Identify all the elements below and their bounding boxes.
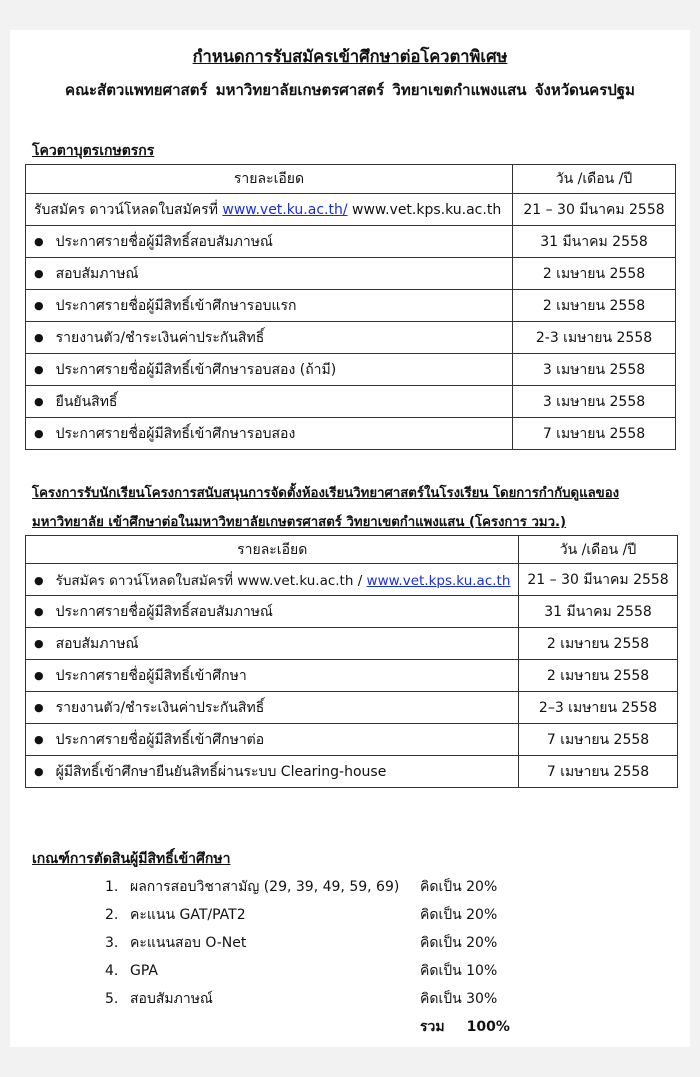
detail-cell: ● ยืนยันสิทธิ์	[26, 386, 513, 418]
table-row	[26, 194, 676, 226]
detail-cell	[26, 194, 513, 226]
total-row	[105, 1013, 510, 1041]
detail-cell: ● ประกาศรายชื่อผู้มีสิทธิ์เข้าศึกษา	[26, 660, 519, 692]
item-label: GPA	[130, 963, 158, 979]
list-item	[105, 985, 510, 1013]
item-number: 3.	[105, 935, 119, 951]
row-text: รับสมัคร ดาวน์โหลดใบสมัครที่ www.vet.ku.ac.th /	[55, 572, 367, 589]
item-weight: คิดเป็น 20%	[420, 935, 498, 951]
date-cell: 21 – 30 มีนาคม 2558	[513, 194, 676, 226]
total-cell	[420, 1013, 510, 1041]
col-detail-header: รายละเอียด	[26, 536, 519, 564]
item-label: คะแนนสอบ O-Net	[130, 935, 247, 951]
table-row	[26, 258, 676, 290]
table-row	[26, 564, 678, 596]
item-number: 4.	[105, 963, 119, 979]
item-weight: คิดเป็น 20%	[420, 907, 498, 923]
schedule-table-2	[25, 535, 678, 788]
item-number: 2.	[105, 907, 119, 923]
col-date-header: วัน /เดือน /ปี	[513, 165, 676, 194]
item-number: 5.	[105, 991, 119, 1007]
table-row	[26, 354, 676, 386]
date-cell: 2 เมษายน 2558	[513, 258, 676, 290]
item-number: 1.	[105, 879, 119, 895]
date-cell: 7 เมษายน 2558	[519, 724, 677, 756]
table-row	[26, 660, 678, 692]
detail-cell: ● สอบสัมภาษณ์	[26, 628, 519, 660]
item-label: คะแนน GAT/PAT2	[130, 907, 246, 923]
table-row	[26, 290, 676, 322]
table-row	[26, 596, 678, 628]
list-item	[105, 901, 510, 929]
total-spacer	[105, 1013, 130, 1041]
page-title: กำหนดการรับสมัครเข้าศึกษาต่อโควตาพิเศษ	[192, 47, 508, 66]
detail-cell	[26, 564, 519, 596]
date-cell: 2 เมษายน 2558	[519, 660, 677, 692]
table-row	[26, 756, 678, 788]
date-cell: 2 เมษายน 2558	[513, 290, 676, 322]
detail-cell: ● ประกาศรายชื่อผู้มีสิทธิ์เข้าศึกษารอบแรก	[26, 290, 513, 322]
date-cell: 2-3 เมษายน 2558	[513, 322, 676, 354]
date-cell: 7 เมษายน 2558	[519, 756, 677, 788]
table-row	[26, 386, 676, 418]
item-label: ผลการสอบวิชาสามัญ (29, 39, 49, 59, 69)	[130, 879, 400, 895]
list-item	[105, 929, 510, 957]
table-row	[26, 418, 676, 450]
item-weight: คิดเป็น 20%	[420, 879, 498, 895]
item-weight: คิดเป็น 30%	[420, 991, 498, 1007]
item-label: สอบสัมภาษณ์	[130, 991, 213, 1007]
row-text: รับสมัคร ดาวน์โหลดใบสมัครที่	[34, 201, 223, 218]
section2-heading-line1: โครงการรับนักเรียนโครงการสนับสนุนการจัดตั้งห้องเรียนวิทยาศาสตร์ในโรงเรียน โดยการกำกับดูแลของ	[32, 486, 620, 501]
section2-heading-line2: มหาวิทยาลัย เข้าศึกษาต่อในมหาวิทยาลัยเกษตรศาสตร์ วิทยาเขตกำแพงแสน (โครงการ วมว.)	[32, 515, 567, 530]
col-detail-header: รายละเอียด	[26, 165, 513, 194]
page-subtitle: คณะสัตวแพทยศาสตร์ มหาวิทยาลัยเกษตรศาสตร์ วิทยาเขตกำแพงแสน จังหวัดนครปฐม	[65, 81, 635, 99]
row-text-suffix: www.vet.kps.ku.ac.th	[347, 201, 502, 218]
total-spacer-2	[130, 1013, 420, 1041]
detail-cell: ● ประกาศรายชื่อผู้มีสิทธิ์สอบสัมภาษณ์	[26, 226, 513, 258]
date-cell: 7 เมษายน 2558	[513, 418, 676, 450]
list-item	[105, 957, 510, 985]
date-cell: 2–3 เมษายน 2558	[519, 692, 677, 724]
detail-cell: ● ผู้มีสิทธิ์เข้าศึกษายืนยันสิทธิ์ผ่านระบบ Clearing-house	[26, 756, 519, 788]
date-cell: 3 เมษายน 2558	[513, 354, 676, 386]
detail-cell: ● รายงานตัว/ชำระเงินค่าประกันสิทธิ์	[26, 322, 513, 354]
table-row	[26, 692, 678, 724]
item-weight: คิดเป็น 10%	[420, 963, 498, 979]
detail-cell: ● ประกาศรายชื่อผู้มีสิทธิ์สอบสัมภาษณ์	[26, 596, 519, 628]
date-cell: 2 เมษายน 2558	[519, 628, 677, 660]
schedule-table-1	[25, 164, 676, 450]
table-row	[26, 226, 676, 258]
total-label: รวม	[420, 1019, 445, 1035]
date-cell: 3 เมษายน 2558	[513, 386, 676, 418]
vet-ku-link[interactable]: www.vet.ku.ac.th/	[222, 201, 348, 218]
date-cell: 21 – 30 มีนาคม 2558	[519, 564, 677, 596]
detail-cell: ● สอบสัมภาษณ์	[26, 258, 513, 290]
document-page	[10, 30, 690, 1047]
detail-cell: ● ประกาศรายชื่อผู้มีสิทธิ์เข้าศึกษารอบสอง (ถ้ามี)	[26, 354, 513, 386]
table-row	[26, 724, 678, 756]
criteria-heading: เกณฑ์การตัดสินผู้มีสิทธิ์เข้าศึกษา	[32, 851, 231, 867]
detail-cell: ● ประกาศรายชื่อผู้มีสิทธิ์เข้าศึกษารอบสอง	[26, 418, 513, 450]
table-row	[26, 322, 676, 354]
col-date-header: วัน /เดือน /ปี	[519, 536, 677, 564]
detail-cell: ● รายงานตัว/ชำระเงินค่าประกันสิทธิ์	[26, 692, 519, 724]
table-row	[26, 628, 678, 660]
table-header-row	[26, 165, 676, 194]
criteria-list	[105, 873, 510, 1041]
total-value: 100%	[466, 1019, 510, 1035]
detail-cell: ● ประกาศรายชื่อผู้มีสิทธิ์เข้าศึกษาต่อ	[26, 724, 519, 756]
section1-heading: โควตาบุตรเกษตรกร	[32, 143, 155, 159]
table-header-row	[26, 536, 678, 564]
list-item	[105, 873, 510, 901]
date-cell: 31 มีนาคม 2558	[513, 226, 676, 258]
vet-kps-link[interactable]: www.vet.kps.ku.ac.th	[366, 572, 511, 589]
date-cell: 31 มีนาคม 2558	[519, 596, 677, 628]
